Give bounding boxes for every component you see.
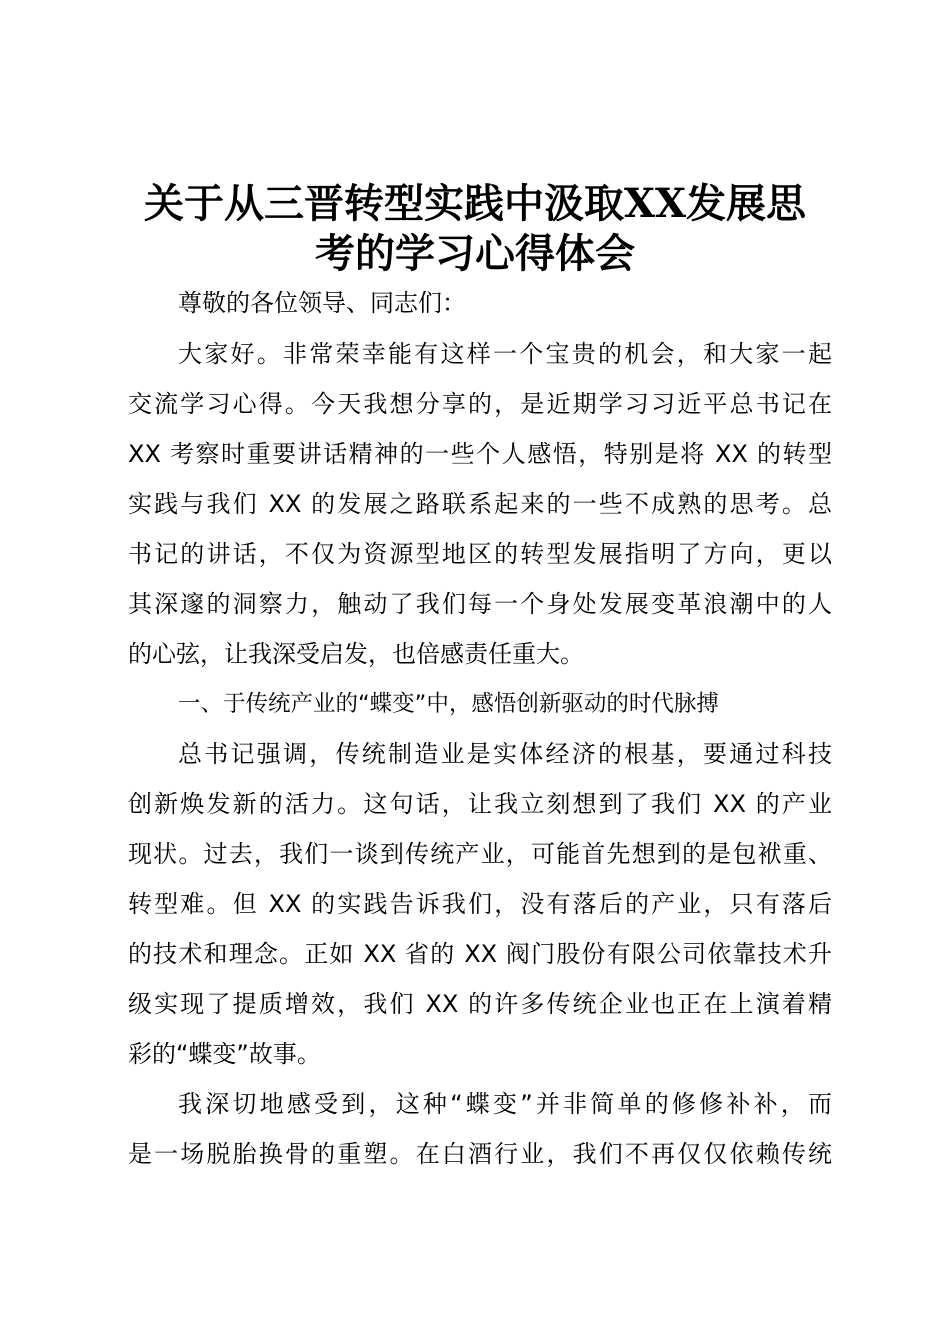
paragraph-2-line-4: 转型难。但 XX 的实践告诉我们，没有落后的产业，只有落后 bbox=[128, 890, 832, 918]
paragraph-2-line-6: 级实现了提质增效，我们 XX 的许多传统企业也正在上演着精 bbox=[128, 990, 832, 1018]
paragraph-2-line-7: 彩的“蝶变”故事。 bbox=[128, 1040, 321, 1068]
document-title-line-1: 关于从三晋转型实践中汲取XX发展思 bbox=[143, 180, 807, 227]
document-title-line-2: 考的学习心得体会 bbox=[315, 230, 635, 277]
paragraph-2-line-2: 创新焕发新的活力。这句话，让我立刻想到了我们 XX 的产业 bbox=[128, 790, 832, 818]
paragraph-1-line-2: 交流学习心得。今天我想分享的，是近期学习习近平总书记在 bbox=[128, 390, 832, 418]
paragraph-3-line-1: 我深切地感受到，这种“蝶变”并非简单的修修补补，而 bbox=[178, 1090, 832, 1118]
paragraph-1-line-5: 书记的讲话，不仅为资源型地区的转型发展指明了方向，更以 bbox=[128, 540, 832, 568]
salutation: 尊敬的各位领导、同志们： bbox=[178, 289, 466, 317]
paragraph-1-line-3: XX 考察时重要讲话精神的一些个人感悟，特别是将 XX 的转型 bbox=[128, 440, 832, 468]
section-1-heading: 一、于传统产业的“蝶变”中，感悟创新驱动的时代脉搏 bbox=[178, 691, 719, 717]
paragraph-3-line-2: 是一场脱胎换骨的重塑。在白酒行业，我们不再仅仅依赖传统 bbox=[128, 1140, 832, 1168]
paragraph-1-line-4: 实践与我们 XX 的发展之路联系起来的一些不成熟的思考。总 bbox=[128, 490, 832, 518]
paragraph-1-line-6: 其深邃的洞察力，触动了我们每一个身处发展变革浪潮中的人 bbox=[128, 590, 832, 618]
paragraph-1-line-1: 大家好。非常荣幸能有这样一个宝贵的机会，和大家一起 bbox=[178, 340, 832, 368]
paragraph-2-line-1: 总书记强调，传统制造业是实体经济的根基，要通过科技 bbox=[178, 740, 832, 768]
paragraph-2-line-5: 的技术和理念。正如 XX 省的 XX 阀门股份有限公司依靠技术升 bbox=[128, 940, 832, 968]
paragraph-1-line-7: 的心弦，让我深受启发，也倍感责任重大。 bbox=[128, 640, 584, 668]
paragraph-2-line-3: 现状。过去，我们一谈到传统产业，可能首先想到的是包袱重、 bbox=[128, 840, 832, 868]
